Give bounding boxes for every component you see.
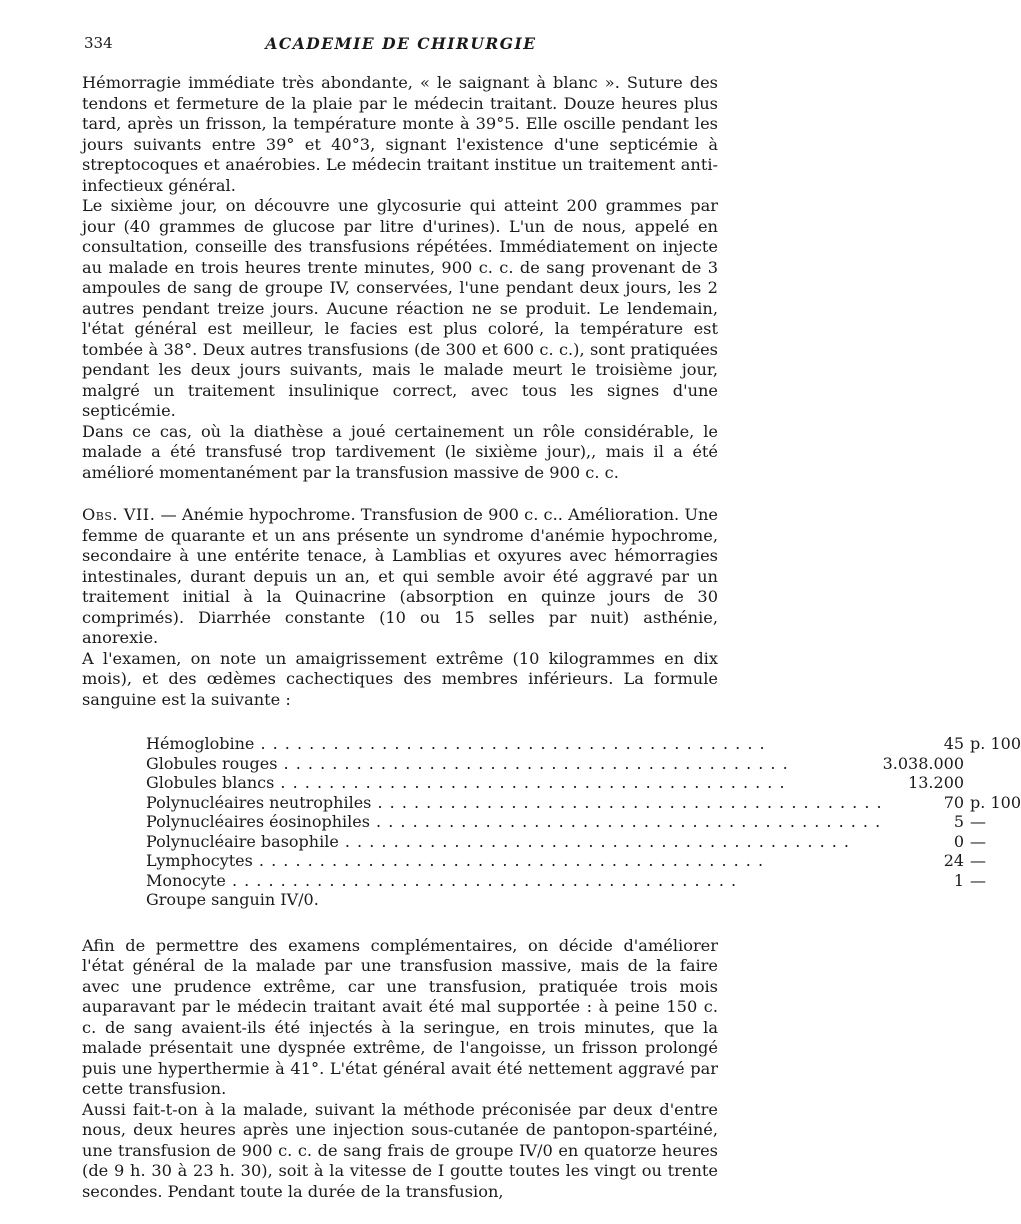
blood-formula-label-text: Polynucléaire basophile . . . [146,832,850,851]
paragraph-1: Hémorragie immédiate très abondante, « le saignant à blanc ». Suture des tendons et fermeture de la plaie par le médecin traitant. Douze heures plus tard, après un frisson, la température monte à 39°5. Elle oscille pendant les jours suivants entre 39° et 40°3, signant l'existence d'une septicémie à streptocoques et anaérobies. Le médecin traitant institue un traitement anti-infectieux général. [82,73,718,195]
paragraph-6: Afin de permettre des examens complémentaires, on décide d'améliorer l'état général de la malade par une transfusion massive, mais de la faire avec une prudence extrême, car une transfusion, pratiquée trois mois auparavant par le médecin traitant avait été mal supportée : à peine 150 c. c. de sang avaient-ils été injectés à la seringue, en trois minutes, que la malade présentait une dyspnée extrême, de l'angoisse, un frisson prolongé puis une hyperthermie à 41°. L'état général avait été nettement aggravé par cette transfusion. [82,935,718,1098]
blood-formula-value: 45 [943,734,965,753]
blood-formula-value: 13.200 [908,773,965,792]
blood-formula-label-text: Polynucléaires éosinophiles . . . [146,812,881,831]
blood-formula-label-text: Lymphocytes . . . [146,851,764,870]
blood-formula-label-text: Hémoglobine . . . [146,734,766,753]
blood-formula-value: 24 [943,851,965,870]
blood-formula-unit: — [970,812,987,831]
blood-formula-unit [964,773,1021,793]
blood-formula-label [146,773,883,793]
observation-label: Obs. VII. [82,505,156,524]
blood-formula-label-text: Monocyte . . . [146,871,737,890]
blood-formula-value: 5 [953,812,965,831]
paragraph-3: Dans ce cas, où la diathèse a joué certainement un rôle considérable, le malade a été transfusé trop tardivement (le sixième jour),, mais il a été amélioré momentanément par la transfusion massive de 900 c. c. [82,421,718,482]
blood-formula-value: 3.038.000 [882,753,965,773]
blood-formula-value: 0 [953,831,965,851]
blood-formula-label-text: Globules rouges . . . [146,754,789,773]
blood-formula-label [146,812,883,832]
blood-formula-unit: — [970,870,987,890]
blood-formula-row [146,851,1021,871]
blood-formula-label-text: Globules blancs . . . [146,773,786,792]
blood-formula-row [146,871,1021,891]
paragraph-2: Le sixième jour, on découvre une glycosurie qui atteint 200 grammes par jour (40 grammes de glucose par litre d'urines). L'un de nous, appelé en consultation, conseille des transfusions répétées. Immédiatement on injecte au malade en trois heures trente minutes, 900 c. c. de sang provenant de 3 ampoules de sang de groupe IV, conservées, l'une pendant deux jours, les 2 autres pendant treize jours. Aucune réaction ne se produit. Le lendemain, l'état général est meilleur, le facies est plus coloré, la température est tombée à 38°. Deux autres transfusions (de 300 et 600 c. c.), sont pratiquées pendant les deux jours suivants, mais le malade meurt le troisième jour, malgré un traitement insulinique correct, avec tous les signes d'une septicémie. [82,196,718,420]
blood-formula-label [146,832,883,852]
blood-formula-unit: — [970,851,987,870]
observation-text: — Anémie hypochrome. Transfusion de 900 c. c.. Amélioration. Une femme de quarante et un ans présente un syndrome d'anémie hypochrome, secondaire à une entérite tenace, à Lamblias et oxyures avec hémorragies intestinales, durant depuis un an, et qui semble avoir été aggravé par un traitement initial à la Quinacrine (absorption en quinze jours de 30 comprimés). Diarrhée constante (10 ou 15 selles par nuit) asthénie, anorexie. [82,505,718,647]
blood-formula-row [146,812,1021,832]
blood-formula-label [146,851,883,871]
blood-group-row [146,890,1021,910]
blood-group: Groupe sanguin IV/0. [146,890,319,909]
blood-formula-value: 1 [953,870,965,890]
blood-formula-label [146,793,883,813]
page-number: 334 [84,34,113,52]
blood-formula-label-text: Polynucléaires neutrophiles . . . [146,793,883,812]
body-text [82,73,1021,1202]
blood-formula-label [146,734,883,754]
blood-formula-unit: — [970,831,987,851]
blood-formula-row [146,754,1021,774]
blood-formula-row [146,832,1021,852]
blood-formula-label [146,754,883,774]
blood-formula-unit: p. 100 [970,792,1021,812]
paragraph-5: A l'examen, on note un amaigrissement extrême (10 kilogrammes en dix mois), et des œdèmes cachectiques des membres inférieurs. La formule sanguine est la suivante : [82,648,718,709]
paragraph-7: Aussi fait-t-on à la malade, suivant la méthode préconisée par deux d'entre nous, deux heures après une injection sous-cutanée de pantopon-spartéiné, une transfusion de 900 c. c. de sang frais de groupe IV/0 en quatorze heures (de 9 h. 30 à 23 h. 30), soit à la vitesse de I goutte toutes les vingt ou trente secondes. Pendant toute la durée de la transfusion, [82,1099,718,1201]
page-header [84,34,718,56]
blood-formula-unit [964,754,1021,774]
blood-formula-row [146,773,1021,793]
observation-paragraph [82,505,718,649]
blood-formula-row [146,734,1021,754]
blood-formula-unit: p. 100 [970,734,1021,753]
blood-formula-label [146,871,883,891]
blood-formula-row [146,793,1021,813]
blood-formula-table [146,734,1021,910]
running-head: ACADEMIE DE CHIRURGIE [265,34,537,53]
blood-formula-value: 70 [943,792,965,812]
